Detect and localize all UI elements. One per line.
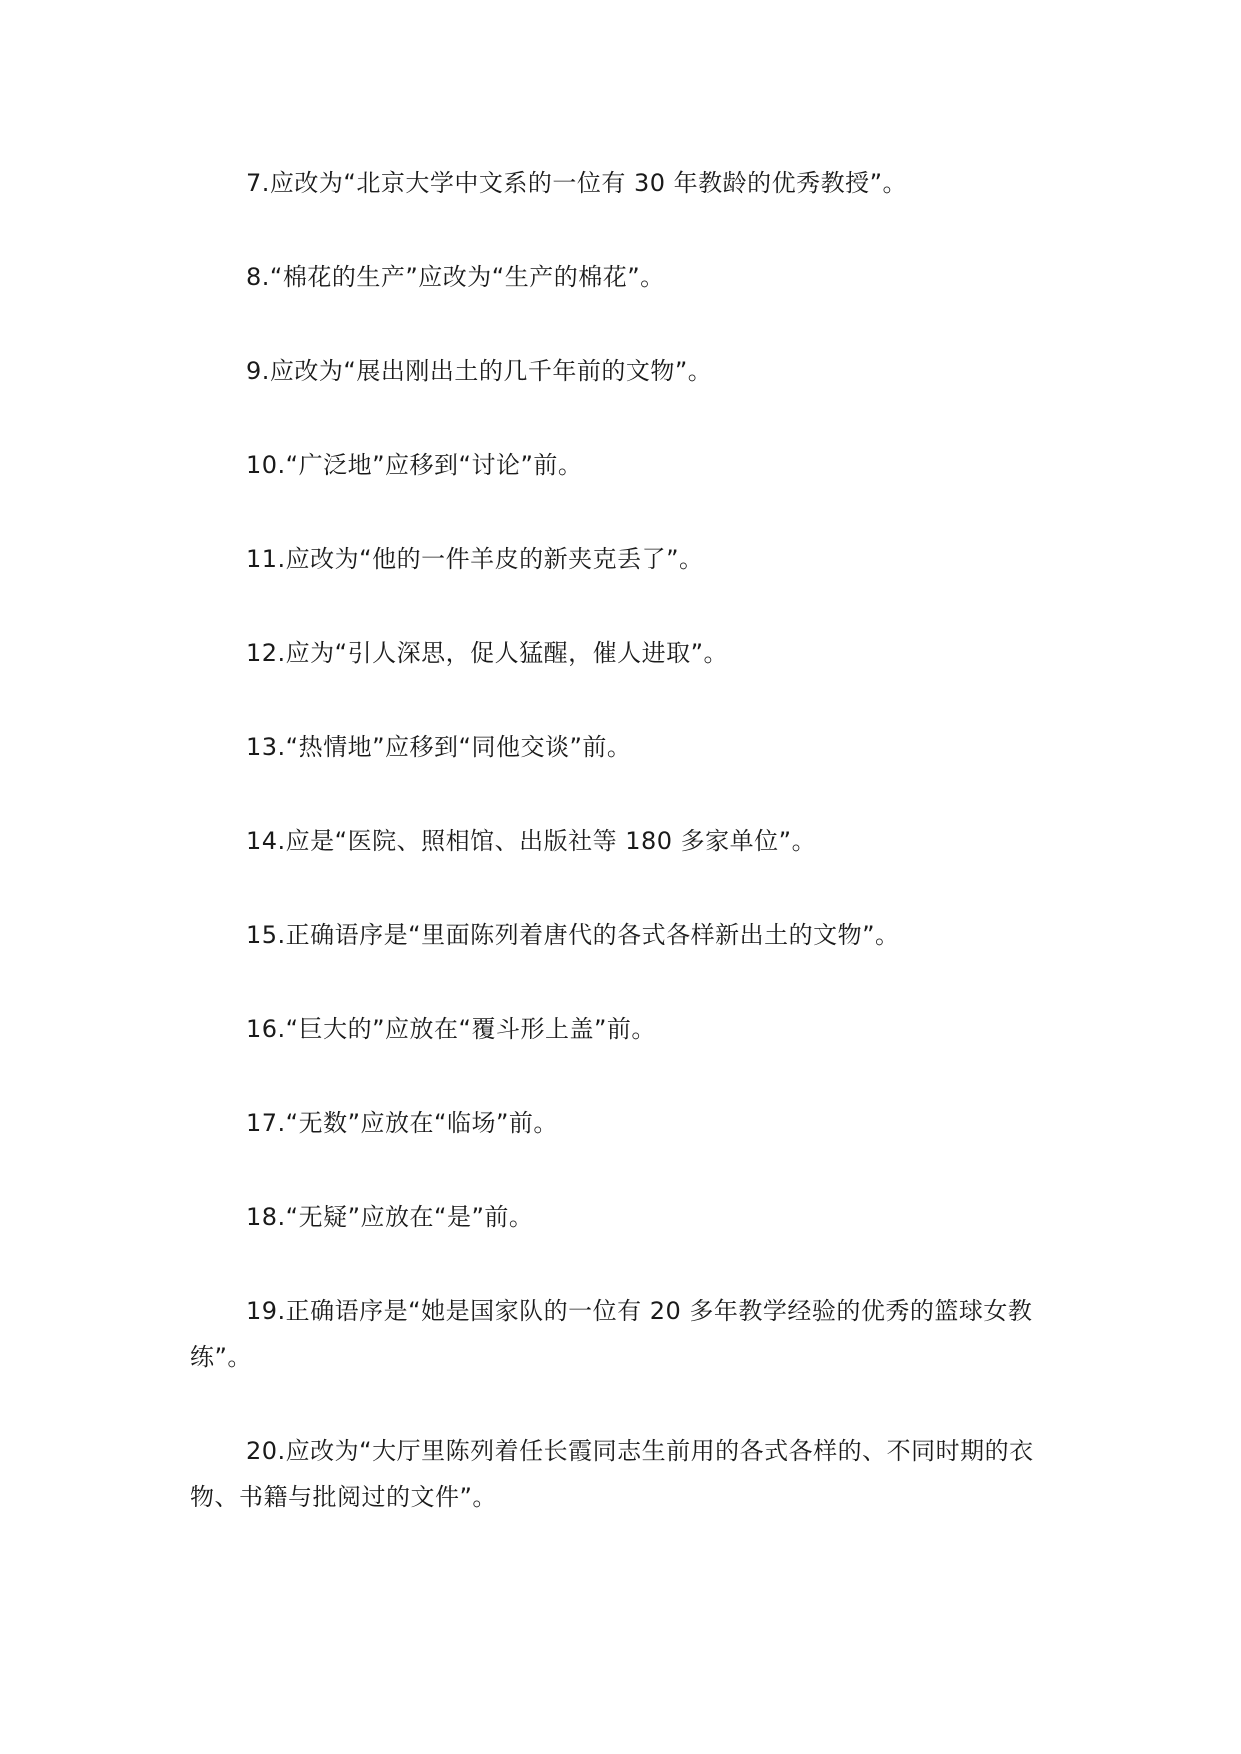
answer-item-18: 18.“无疑”应放在“是”前。: [246, 1203, 534, 1231]
answer-item-14: 14.应是“医院、照相馆、出版社等 180 多家单位”。: [246, 827, 817, 855]
answer-item-15: 15.正确语序是“里面陈列着唐代的各式各样新出土的文物”。: [246, 921, 900, 949]
answer-item-9: 9.应改为“展出刚出土的几千年前的文物”。: [246, 357, 713, 385]
answer-item-20: 20.应改为“大厅里陈列着任长霞同志生前用的各式各样的、不同时期的衣物、书籍与批阅过的文件”。: [190, 1437, 1034, 1511]
answer-item-10: 10.“广泛地”应移到“讨论”前。: [246, 451, 583, 479]
answer-item-19: 19.正确语序是“她是国家队的一位有 20 多年教学经验的优秀的篮球女教练”。: [190, 1297, 1033, 1371]
answer-list: [190, 160, 1060, 1568]
answer-item-13: 13.“热情地”应移到“同他交谈”前。: [246, 733, 632, 761]
answer-item-12: 12.应为“引人深思，促人猛醒，催人进取”。: [246, 639, 729, 667]
answer-item-11: 11.应改为“他的一件羊皮的新夹克丢了”。: [246, 545, 704, 573]
answer-item-8: 8.“棉花的生产”应改为“生产的棉花”。: [246, 263, 665, 291]
answer-item-7: 7.应改为“北京大学中文系的一位有 30 年教龄的优秀教授”。: [246, 169, 908, 197]
answer-item-17: 17.“无数”应放在“临场”前。: [246, 1109, 558, 1137]
answer-item-16: 16.“巨大的”应放在“覆斗形上盖”前。: [246, 1015, 656, 1043]
